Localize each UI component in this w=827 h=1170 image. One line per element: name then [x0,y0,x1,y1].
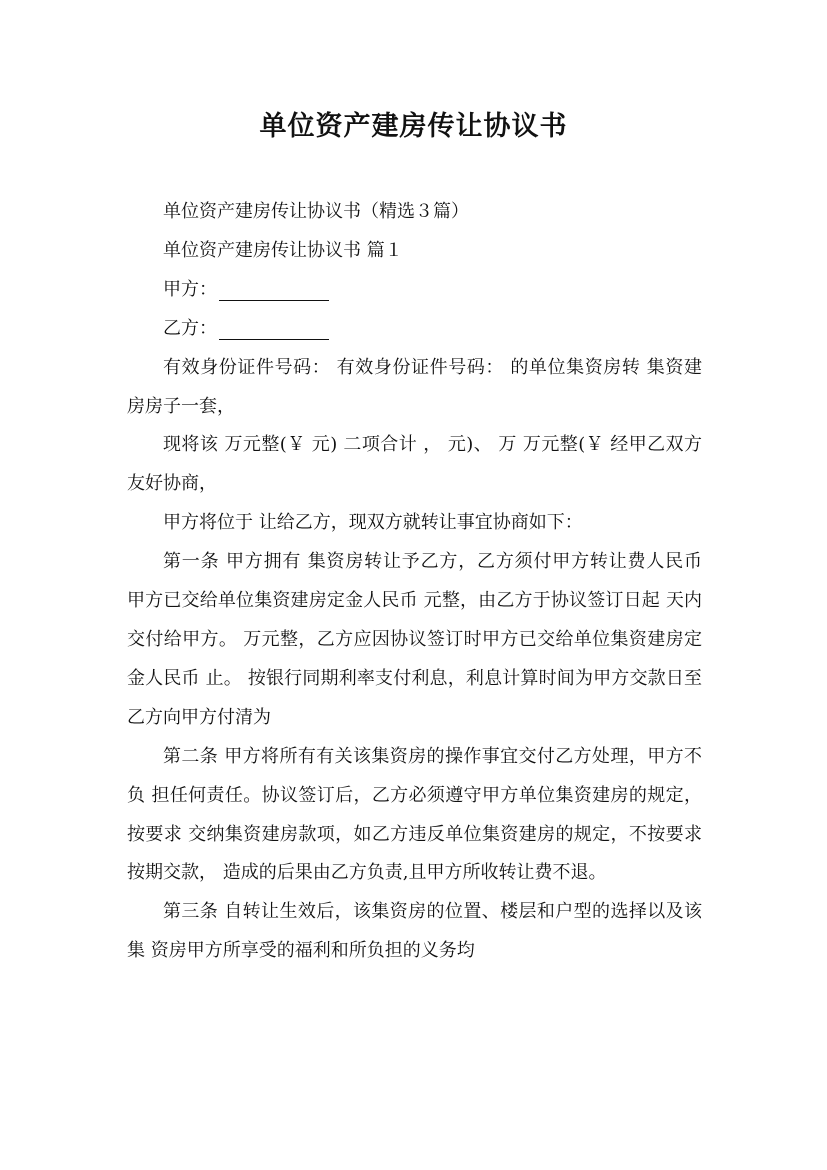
party-b-blank [219,319,329,340]
party-b-line [127,310,702,349]
party-b-label: 乙方： [163,317,217,339]
document-title: 单位资产建房传让协议书 [259,111,568,142]
party-a-line [127,271,702,310]
article-3: 第三条 自转让生效后，该集资房的位置、楼层和户型的选择以及该集 资房甲方所享受的福利和所负担的义务均 [127,901,702,962]
article-1: 第一条 甲方拥有 集资房转让予乙方，乙方须付甲方转让费人民币 甲方已交给单位集资建房定金人民币 元整，由乙方于协议签订日起 天内交付给甲方。 万元整，乙方应因协议签订时甲方已交给单位集资建房定金人民币 止。 按银行同期利率支付利息，利息计算时间为甲方交款日至乙方向甲方付清为 [127,551,702,728]
article-2: 第二条 甲方将所有有关该集资房的操作事宜交付乙方处理，甲方不负 担任何责任。协议签订后，乙方必须遵守甲方单位集资建房的规定，按要求 交纳集资建房款项，如乙方违反单位集资建房的规定，不按要求按期交款， 造成的后果由乙方负责,且甲方所收转让费不退。 [127,745,702,884]
paragraph-transfer-intro: 甲方将位于 让给乙方，现双方就转让事宜协商如下： [163,512,583,534]
party-a-blank [219,280,329,301]
paragraph-amounts: 现将该 万元整(￥ 元) 二项合计 ， 元)、 万 万元整(￥ 经甲乙双方友好协商， [127,434,702,495]
paragraph-subtitle: 单位资产建房传让协议书（精选３篇） [163,201,469,222]
document-body [127,193,702,971]
paragraph-section-heading: 单位资产建房传让协议书 篇１ [163,239,403,261]
party-a-label: 甲方： [163,278,217,300]
paragraph-id-numbers: 有效身份证件号码： 有效身份证件号码： 的单位集资房转 集资建房房子一套， [127,356,702,417]
